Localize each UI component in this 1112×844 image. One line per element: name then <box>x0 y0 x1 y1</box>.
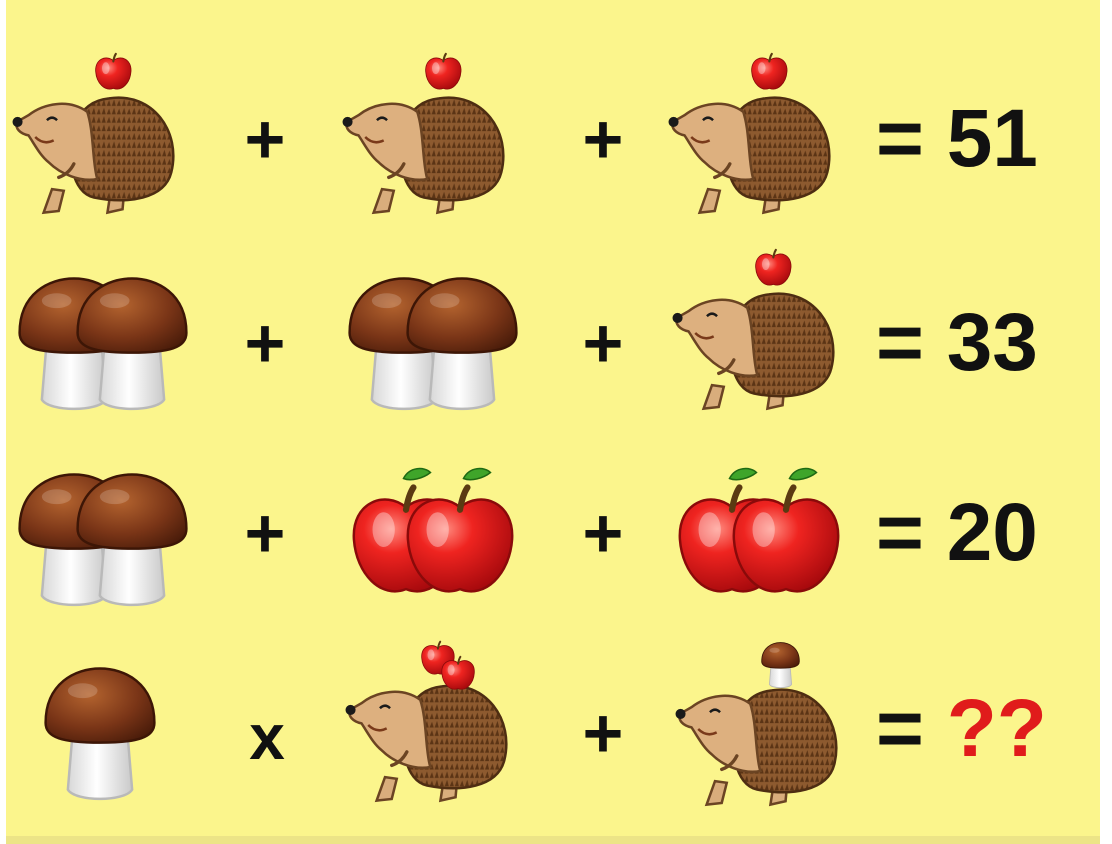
equation-result-3 <box>876 488 1112 578</box>
two-mushrooms-icon <box>12 468 192 608</box>
hedgehog-with-apple-icon <box>670 244 838 412</box>
equation-result-4 <box>876 684 1112 774</box>
plus-operator: + <box>582 304 624 382</box>
multiply-operator: x <box>249 701 285 773</box>
plus-operator: + <box>582 694 624 772</box>
plus-operator: + <box>244 100 286 178</box>
hedgehog-with-apple-icon <box>340 48 508 216</box>
puzzle-board <box>6 0 1100 844</box>
unknown-result: ?? <box>946 683 1047 774</box>
hedgehog-with-apple-icon <box>666 48 834 216</box>
hedgehog-with-mushroom-icon <box>672 640 842 808</box>
equals-sign: = <box>876 93 924 184</box>
mushroom-icon <box>38 666 162 802</box>
result-value: 51 <box>946 93 1038 184</box>
plus-operator: + <box>244 494 286 572</box>
equals-sign: = <box>876 487 924 578</box>
equals-sign: = <box>876 297 924 388</box>
two-apples-icon <box>344 462 522 608</box>
two-apples-icon <box>670 462 848 608</box>
two-mushrooms-icon <box>12 272 192 412</box>
equals-sign: = <box>876 683 924 774</box>
two-mushrooms-icon <box>342 272 522 412</box>
plus-operator: + <box>244 304 286 382</box>
plus-operator: + <box>582 494 624 572</box>
equation-result-1 <box>876 94 1112 184</box>
result-value: 20 <box>946 487 1038 578</box>
result-value: 33 <box>946 297 1038 388</box>
plus-operator: + <box>582 100 624 178</box>
hedgehog-with-apple-icon <box>10 48 178 216</box>
equation-result-2 <box>876 298 1112 388</box>
hedgehog-with-two-apples-icon <box>342 636 512 804</box>
